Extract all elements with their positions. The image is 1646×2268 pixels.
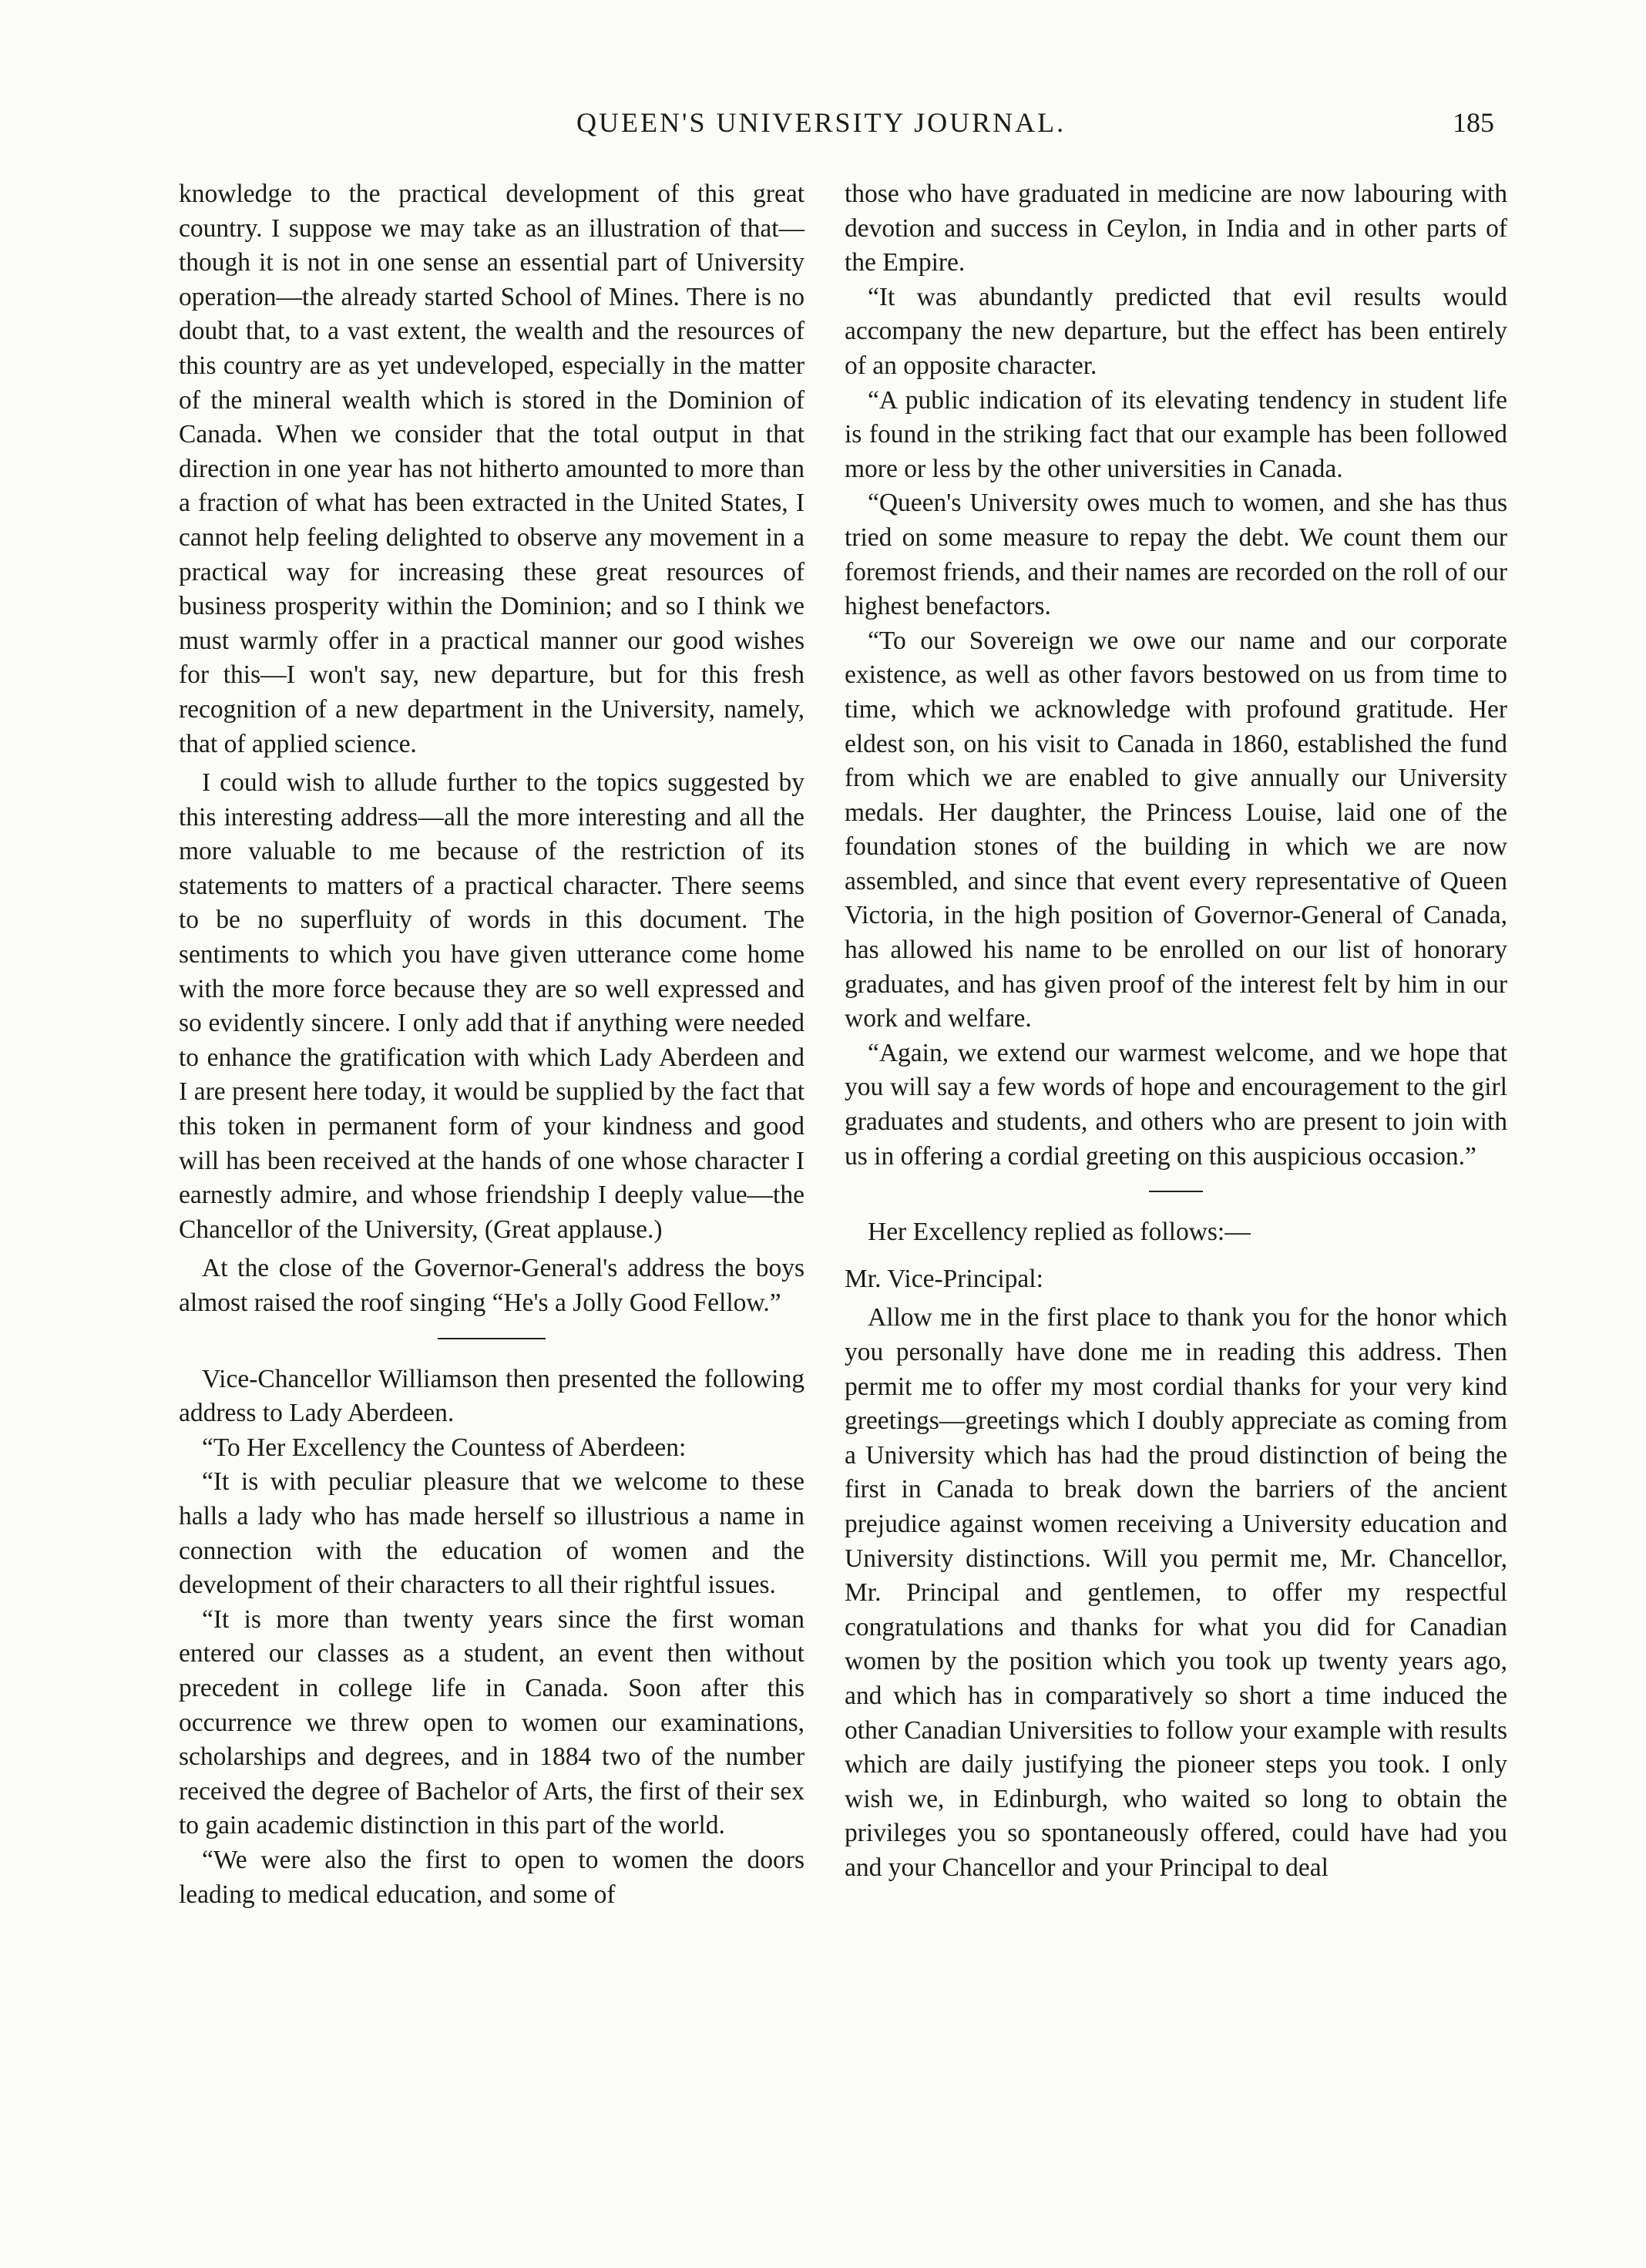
left-column xyxy=(179,177,805,1912)
paragraph: “Again, we extend our warmest welcome, and we hope that you will say a few words of hope and encouragement to the girl graduates and students, and others who are present to join with us in offering a cordial greeting on this auspicious occasion.” xyxy=(845,1038,1507,1171)
paragraph: “Queen's University owes much to women, and she has thus tried on some measure to repay the debt. We count them our foremost friends, and their names are recorded on the roll of our highest benefactors. xyxy=(845,489,1507,621)
right-column xyxy=(845,177,1507,1886)
paragraph: “It is with peculiar pleasure that we welcome to these halls a lady who has made herself so illustrious a name in connection with the education of women and the development of their characters to all their rightful issues. xyxy=(179,1467,805,1600)
paragraph: At the close of the Governor-General's address the boys almost raised the roof singing “He's a Jolly Good Fellow.” xyxy=(179,1254,805,1317)
paragraph: “To Her Excellency the Countess of Aberdeen: xyxy=(202,1433,687,1462)
section-divider xyxy=(1149,1191,1203,1192)
paragraph: knowledge to the practical development of this great country. I suppose we may take as an illustration of that—though it is not in one sense an essential part of University operation—the already started School of Mines. There is no doubt that, to a vast extent, the wealth and the resources of this country are as yet undeveloped, especially in the matter of the mineral wealth which is stored in the Dominion of Canada. When we consider that the total output in that direction in one year has not hitherto amounted to more than a fraction of what has been extracted in the United States, I cannot help feeling delighted to observe any movement in a practical way for increasing these great resources of business prosperity within the Dominion; and so I think we must warmly offer in a practical manner our good wishes for this—I won't say, new departure, but for this fresh recognition of a new department in the University, namely, that of applied science. xyxy=(179,180,805,758)
running-title: QUEEN'S UNIVERSITY JOURNAL. xyxy=(576,107,1067,138)
salutation: Mr. Vice-Principal: xyxy=(845,1264,1043,1293)
paragraph: Vice-Chancellor Williamson then presented the following address to Lady Aberdeen. xyxy=(179,1364,805,1428)
paragraph: I could wish to allude further to the topics suggested by this interesting address—all the more interesting and all the more valuable to me because of the restriction of its statements to matters of a practical character. There seems to be no superfluity of words in this document. The sentiments to which you have given utterance come home with the more force because they are so well expressed and so evidently sincere. I only add that if anything were needed to enhance the gratification with which Lady Aberdeen and I are present here today, it would be supplied by the fact that this token in permanent form of your kindness and good will has been received at the hands of one whose character I earnestly admire, and whose friendship I deeply value—the Chancellor of the University, (Great applause.) xyxy=(179,768,805,1244)
paragraph: “We were also the first to open to women the doors leading to medical education, and some of xyxy=(179,1845,805,1909)
paragraph: those who have graduated in medicine are now labouring with devotion and success in Ceylon, in India and in other parts of the Empire. xyxy=(845,180,1507,277)
paragraph: “To our Sovereign we owe our name and our corporate existence, as well as other favors bestowed on us from time to time, which we acknowledge with profound gratitude. Her eldest son, on his visit to Canada in 1860, established the fund from which we are enabled to give annually our University medals. Her daughter, the Princess Louise, laid one of the foundation stones of the building in which we are now assembled, and since that event every representative of Queen Victoria, in the high position of Governor-General of Canada, has allowed his name to be enrolled on our list of honorary graduates, and has given proof of the interest felt by him in our work and welfare. xyxy=(845,626,1507,1033)
section-divider xyxy=(438,1338,546,1339)
paragraph: “A public indication of its elevating tendency in student life is found in the striking fact that our example has been followed more or less by the other universities in Canada. xyxy=(845,385,1507,483)
paragraph: Allow me in the first place to thank you for the honor which you personally have done me in reading this address. Then permit me to offer my most cordial thanks for your very kind greetings—greetings which I doubly appreciate as coming from a University which has had the proud distinction of being the first in Canada to break down the barriers of the ancient prejudice against women receiving a University education and University distinctions. Will you permit me, Mr. Chancellor, Mr. Principal and gentlemen, to offer my respectful congratulations and thanks for what you did for Canadian women by the position which you took up twenty years ago, and which has in comparatively so short a time induced the other Canadian Universities to follow your example with results which are daily justifying the pioneer steps you took. I only wish we, in Edinburgh, who waited so long to obtain the privileges you so spontaneously offered, could have had you and your Chancellor and your Principal to deal xyxy=(845,1303,1507,1882)
paragraph: “It was abundantly predicted that evil results would accompany the new departure, but the effect has been entirely of an opposite character. xyxy=(845,282,1507,380)
page-number: 185 xyxy=(1453,107,1494,138)
paragraph: Her Excellency replied as follows:— xyxy=(868,1218,1251,1247)
page-header xyxy=(0,106,1646,153)
paragraph: “It is more than twenty years since the first woman entered our classes as a student, an event then without precedent in college life in Canada. Soon after this occurrence we threw open to women our examinations, scholarships and degrees, and in 1884 two of the number received the degree of Bachelor of Arts, the first of their sex to gain academic distinction in this part of the world. xyxy=(179,1604,805,1840)
